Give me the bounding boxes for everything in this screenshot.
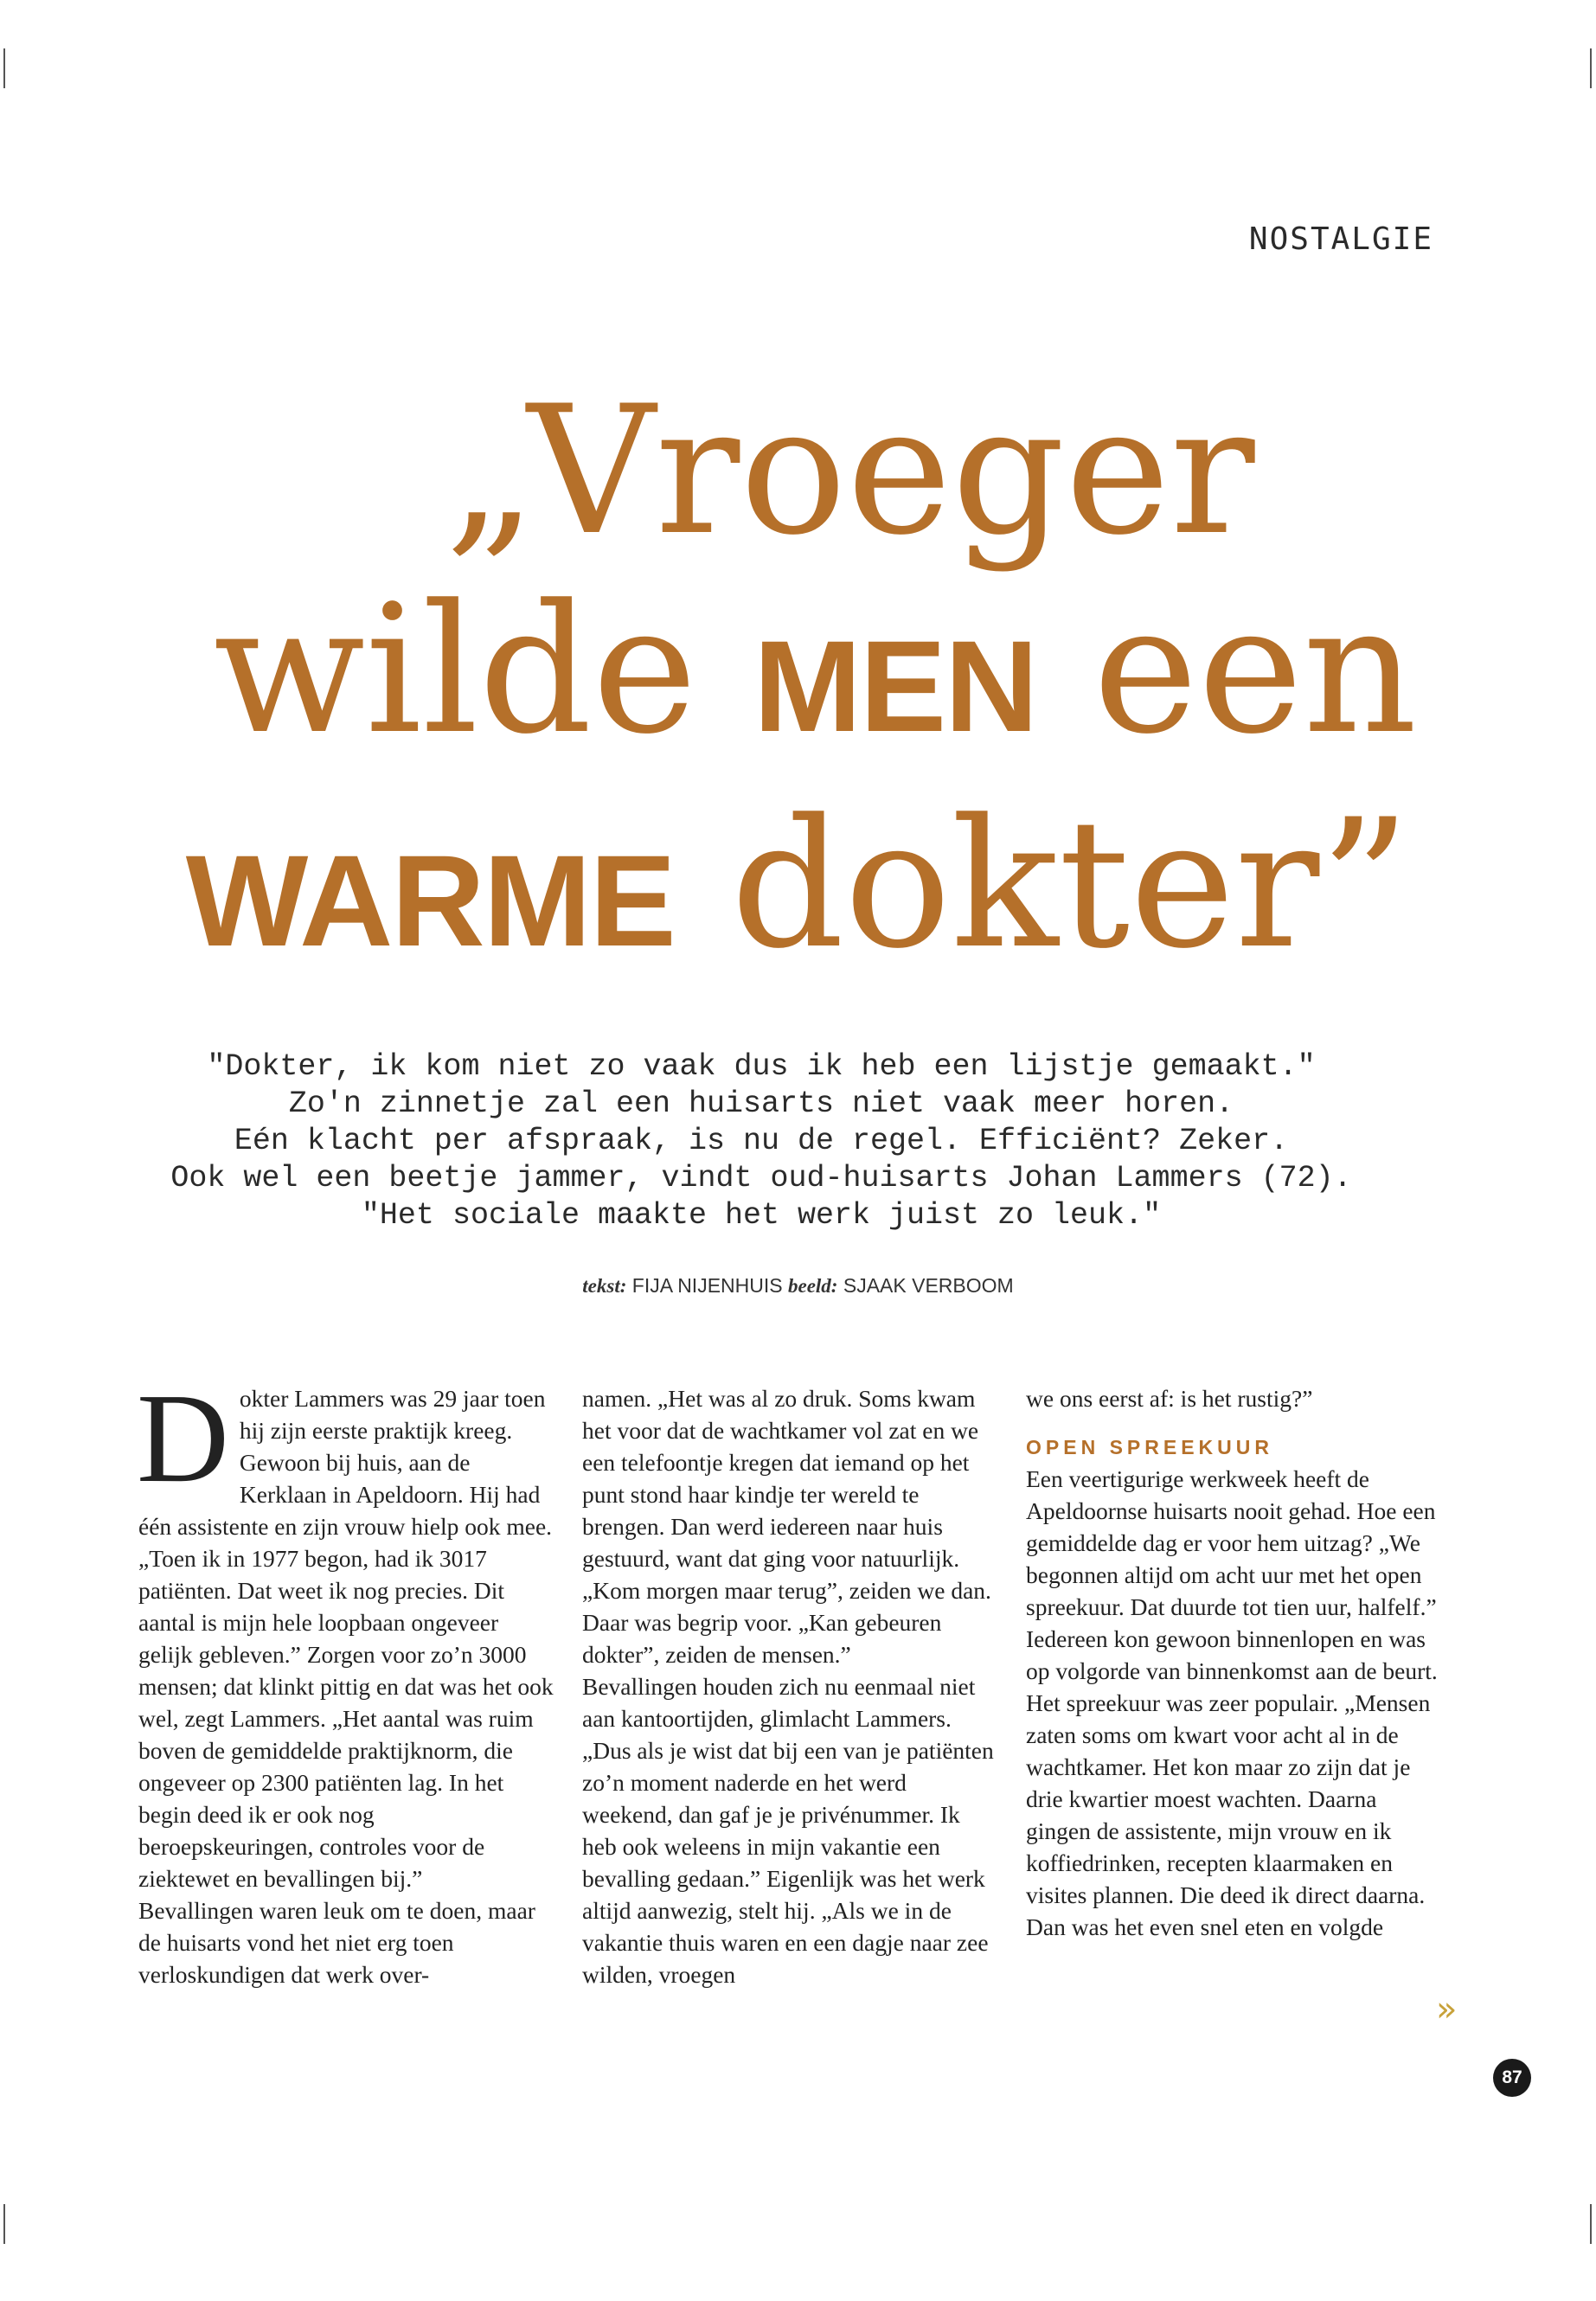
headline-line-2 [35, 567, 1596, 785]
intro-line: Eén klacht per afspraak, is nu de regel. Efficiënt? Zeker. [234, 1124, 1289, 1158]
drop-cap: D [137, 1368, 229, 1509]
headline-word: dokter” [674, 782, 1411, 988]
byline-photographer: SJAAK VERBOOM [843, 1274, 1014, 1297]
intro-line: "Het sociale maakte het werk juist zo leuk." [361, 1198, 1162, 1233]
headline-caps-word: WARME [185, 828, 675, 973]
crop-mark-top-left [3, 48, 5, 88]
crop-mark-bottom-left [3, 2204, 5, 2244]
headline [0, 369, 1596, 1000]
body-paragraph: Bevallingen houden zich nu eenmaal niet aan kantoortijden, glimlacht Lammers. „Dus als je wist dat bij een van je patiënten zo’n moment naderde en het werd weekend, dan gaf je je privénummer. Ik heb ook weleens in mijn vakantie een bevalling gedaan.” Eigenlijk was het werk altijd aanwezig, stelt hij. „Als we in de vakantie thuis waren en een dagje naar zee wilden, vroegen [582, 1673, 994, 1988]
body-column-2 [582, 1382, 997, 1990]
intro-line: Zo'n zinnetje zal een huisarts niet vaak meer horen. [288, 1086, 1234, 1121]
body-column-3 [1026, 1382, 1441, 1943]
body-paragraph: namen. „Het was al zo druk. Soms kwam het voor dat de wachtkamer vol zat en we een telefoontje kregen dat iemand op het punt stond haar kindje ter wereld te brengen. Dan werd iedereen naar huis gestuurd, want dat ging voor natuurlijk. „Kom morgen maar terug”, zeiden we dan. Daar was begrip voor. „Kan gebeuren dokter”, zeiden de mensen.” [582, 1385, 991, 1668]
headline-word: wilde [213, 567, 754, 773]
body-paragraph: Bevallingen waren leuk om te doen, maar de huisarts vond het niet erg toen verloskundigen dat werk over- [138, 1897, 535, 1988]
crop-mark-top-right [1590, 48, 1592, 88]
page-number: 87 [1493, 2059, 1531, 2097]
intro-line: "Dokter, ik kom niet zo vaak dus ik heb een lijstje gemaakt." [207, 1049, 1316, 1084]
byline-author: FIJA NIJENHUIS [631, 1274, 783, 1297]
intro-text [121, 1048, 1401, 1234]
byline-image-label: beeld: [788, 1275, 838, 1297]
headline-caps-word: MEN [753, 613, 1037, 759]
body-paragraph: we ons eerst af: is het rustig?” [1026, 1385, 1313, 1412]
body-paragraph [137, 1368, 554, 1894]
headline-line-1: „Vroeger [445, 369, 1255, 574]
body-paragraph: Een veertigurige werkweek heeft de Apeldoornse huisarts nooit gehad. Hoe een gemiddelde dag er voor hem uitzag? „We begonnen altijd om acht uur met het open spreekuur. Dat duurde tot tien uur, halfelf.” Iedereen kon gewoon binnenlopen en was op volgorde van binnenkomst aan de beurt. Het spreekuur was zeer populair. „Mensen zaten soms om kwart voor acht al in de wachtkamer. Het kon maar zo zijn dat je drie kwartier moest wachten. Daarna gingen de assistente, mijn vrouw en ik koffiedrinken, recepten klaarmaken en visites plannen. Die deed ik direct daarna. Dan was het even snel eten en volgde [1026, 1465, 1438, 1940]
crop-mark-bottom-right [1590, 2204, 1592, 2244]
section-label: NOSTALGIE [1248, 221, 1433, 257]
paragraph-text: okter Lammers was 29 jaar toen hij zijn eerste praktijk kreeg. Gewoon bij huis, aan de Kerklaan in Apeldoorn. Hij had één assistente en zijn vrouw hielp ook mee. „Toen ik in 1977 begon, had ik 3017 patiënten. Dat weet ik nog precies. Dit aantal is mijn hele loopbaan ongeveer gelijk gebleven.” Zorgen voor zo’n 3000 mensen; dat klinkt pittig en dat was het ook wel, zegt Lammers. „Het aantal was ruim boven de gemiddelde praktijknorm, die ongeveer op 2300 patiënten lag. In het begin deed ik er ook nog beroepskeuringen, controles voor de ziektewet en bevallingen bij.” [138, 1385, 554, 1892]
headline-line-3 [0, 782, 1596, 1000]
subheading: OPEN SPREEKUUR [1026, 1436, 1273, 1458]
intro-line: Ook wel een beetje jammer, vindt oud-huisarts Johan Lammers (72). [170, 1161, 1352, 1195]
body-column-1 [137, 1368, 554, 1990]
continue-arrow-icon: » [1436, 1990, 1458, 2029]
byline [0, 1274, 1596, 1298]
byline-text-label: tekst: [582, 1275, 627, 1297]
headline-word: een [1036, 567, 1418, 773]
